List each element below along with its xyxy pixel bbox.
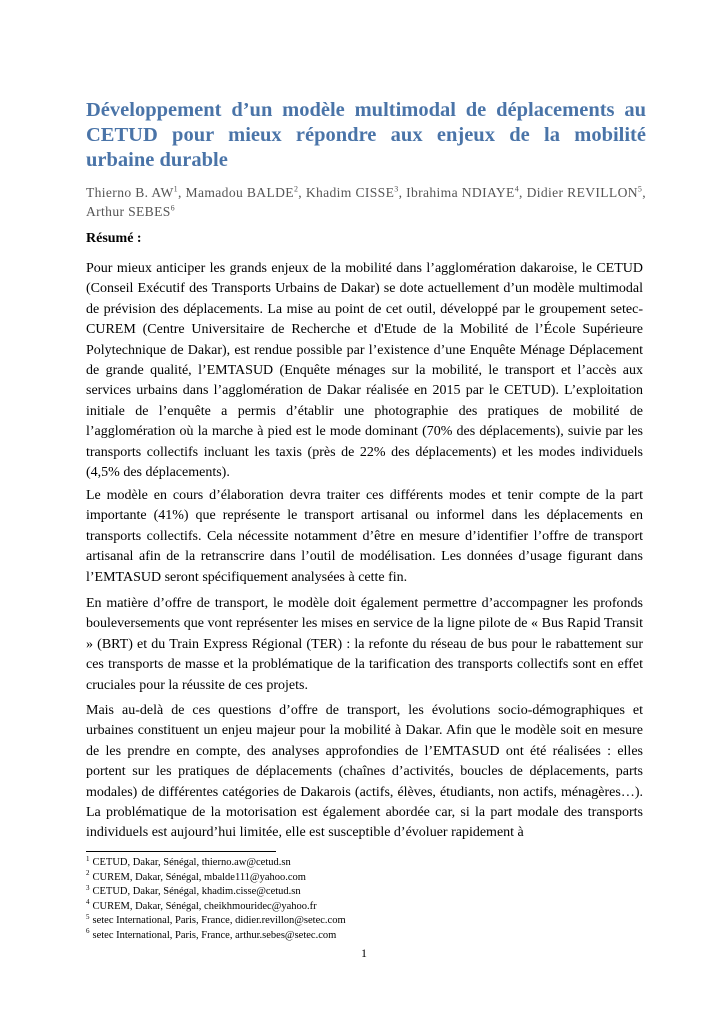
footnote: [86, 914, 643, 929]
footnote-text: CETUD, Dakar, Sénégal, khadim.cisse@cetud.sn: [92, 886, 301, 898]
author: Khadim CISSE: [305, 185, 395, 200]
footnote-text: CUREM, Dakar, Sénégal, mbalde111@yahoo.com: [92, 871, 306, 883]
author-separator: ,: [398, 185, 407, 200]
footnote: [86, 900, 643, 915]
author: Didier REVILLON: [526, 185, 638, 200]
abstract-paragraph: Mais au-delà de ces questions d’offre de transport, les évolutions socio-démographiques et urbaines constituent un enjeu majeur pour la mobilité à Dakar. Afin que le modèle soit en mesure de les prendre en compte, des analyses approfondies de l’EMTASUD ont été réalisées : elles portent sur les pratiques de déplacements (chaînes d’activités, boucles de déplacements, parts modales) de différentes catégories de Dakarois (actifs, élèves, étudiants, non actifs, ménagères…). La problématique de la motorisation est également abordée car, si la part modale des transports individuels est aujourd’hui limitée, elle est susceptible d’évoluer rapidement à: [86, 703, 643, 841]
author: Arthur SEBES: [86, 204, 171, 219]
author-list: [86, 183, 646, 221]
footnote-mark: 1: [86, 854, 90, 863]
footnote-text: CETUD, Dakar, Sénégal, thierno.aw@cetud.sn: [92, 857, 291, 868]
paper-title: Développement d’un modèle multimodal de déplacements au CETUD pour mieux répondre aux enjeux de la mobilité urbaine durable: [86, 99, 646, 171]
footnote: [86, 856, 643, 871]
author-separator: ,: [642, 185, 647, 200]
footnote-text: CUREM, Dakar, Sénégal, cheikhmouridec@yahoo.fr: [92, 900, 317, 912]
abstract-paragraph: Pour mieux anticiper les grands enjeux de la mobilité dans l’agglomération dakaroise, le CETUD (Conseil Exécutif des Transports Urbains de Dakar) se dote actuellement d’un modèle multimodal de prévision des déplacements. La mise au point de cet outil, développé par le groupement setec-CUREM (Centre Universitaire de Recherche et d'Etude de la Mobilité de l’École Supérieure Polytechnique de Dakar), est rendue possible par l’existence d’une Enquête Ménage Déplacement de grande qualité, l’EMTASUD (Enquête ménages sur la mobilité, le transport et l’accès aux services urbains dans l’agglomération de Dakar réalisée en 2015 par le CETUD). L’exploitation initiale de l’enquête a permis d’établir une photographie des pratiques de mobilité de l’agglomération où la marche à pied est le mode dominant (70% des déplacements), suivie par les transports collectifs incluant les taxis (près de 22% des déplacements) et les modes individuels (4,5% des déplacements).: [86, 261, 643, 481]
footnote-mark: 2: [86, 869, 90, 878]
author-affiliation-mark: 1: [173, 184, 179, 194]
author-affiliation-mark: 2: [293, 184, 299, 194]
author-separator: ,: [519, 185, 527, 200]
author: Mamadou BALDE: [185, 185, 294, 200]
footnote: [86, 871, 643, 886]
author-separator: ,: [298, 185, 306, 200]
abstract-heading: Résumé :: [86, 231, 142, 246]
author-affiliation-mark: 3: [394, 184, 399, 194]
footnote-separator: [86, 851, 276, 852]
footnote-list: [86, 856, 643, 944]
author: Ibrahima NDIAYE: [406, 185, 515, 200]
author: Thierno B. AW: [86, 185, 174, 200]
footnote-text: setec International, Paris, France, didier.revillon@setec.com: [92, 915, 346, 927]
footnote-mark: 4: [86, 898, 90, 907]
footnote-text: setec International, Paris, France, arthur.sebes@setec.com: [92, 929, 337, 941]
footnote-mark: 5: [86, 912, 90, 921]
author-affiliation-mark: 5: [637, 184, 643, 194]
footnote-mark: 3: [86, 883, 90, 892]
footnote: [86, 929, 643, 944]
abstract-paragraph: En matière d’offre de transport, le modèle doit également permettre d’accompagner les profonds bouleversements que vont représenter les mises en service de la ligne pilote de « Bus Rapid Transit » (BRT) et du Train Express Régional (TER) : la refonte du réseau de bus pour le rabattement sur ces transports de masse et la problématique de la tarification des transports collectifs sont en effet cruciales pour la réussite de ces projets.: [86, 596, 643, 693]
author-separator: ,: [178, 185, 186, 200]
author-affiliation-mark: 6: [170, 203, 175, 213]
author-affiliation-mark: 4: [514, 184, 520, 194]
abstract-paragraph: Le modèle en cours d’élaboration devra traiter ces différents modes et tenir compte de la part importante (41%) que représente le transport artisanal ou informel dans les déplacements en transports collectifs. Cela nécessite notamment d’être en mesure d’identifier l’offre de transport artisanal afin de la retranscrire dans l’outil de modélisation. Les données d’usage figurant dans l’EMTASUD seront spécifiquement analysées à cette fin.: [86, 488, 643, 585]
page-number: 1: [361, 946, 367, 960]
footnote-mark: 6: [86, 927, 90, 936]
footnote: [86, 885, 643, 900]
